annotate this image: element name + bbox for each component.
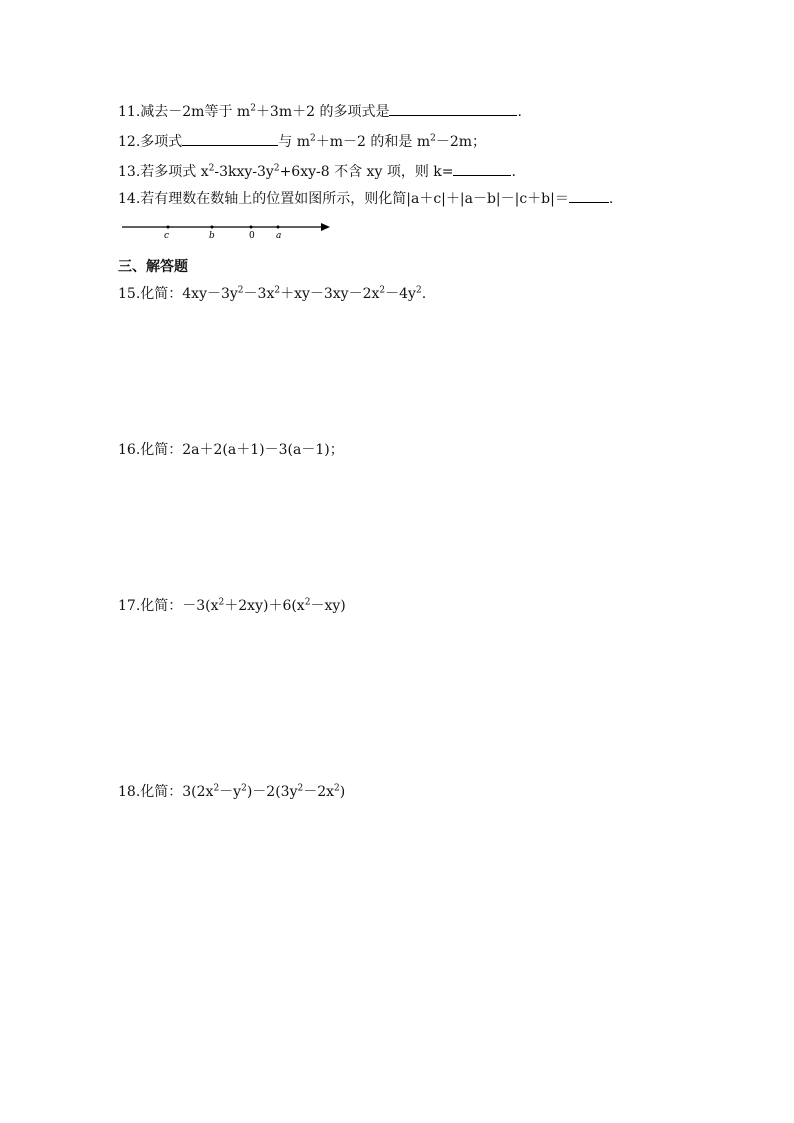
question-number: 16.: [118, 442, 141, 458]
period: .: [517, 104, 522, 120]
superscript: 2: [237, 285, 244, 296]
question-text: ＋m－2 的和是 m: [315, 134, 431, 150]
expression: －3x: [243, 286, 275, 302]
superscript: 2: [379, 285, 386, 296]
superscript: 2: [304, 597, 311, 608]
question-text: －2m；: [435, 134, 487, 150]
superscript: 2: [273, 163, 280, 174]
expression: －4y: [385, 286, 416, 302]
question-16: [118, 440, 344, 460]
superscript: 2: [241, 783, 247, 794]
period: .: [608, 191, 614, 207]
question-number: 13.: [118, 164, 141, 180]
question-17: [118, 596, 346, 616]
question-18: [118, 782, 345, 802]
section-title: 三、解答题: [118, 259, 188, 275]
question-13: [118, 161, 516, 182]
question-text: 若有理数在数轴上的位置如图所示，则化简|a＋c|＋|a－b|－|c＋b|＝: [140, 191, 569, 207]
answer-blank[interactable]: [182, 131, 278, 146]
question-label: 化简：: [140, 784, 183, 800]
question-number: 17.: [118, 598, 141, 614]
expression: －y: [219, 784, 242, 800]
label-a: a: [276, 231, 282, 241]
superscript: 2: [218, 597, 225, 608]
label-b: b: [209, 231, 215, 241]
superscript: 2: [274, 285, 281, 296]
question-text: +6xy-8 不含 xy 项，则 k=: [279, 164, 454, 180]
superscript: 2: [430, 133, 436, 144]
point-b: [211, 226, 214, 229]
question-text: -3kxy-3y: [214, 164, 274, 180]
question-11: [118, 101, 522, 122]
question-label: 化简：: [140, 598, 183, 614]
expression: ＋2xy)＋6(x: [224, 598, 305, 614]
question-number: 12.: [118, 134, 141, 150]
answer-blank[interactable]: [453, 161, 511, 176]
label-0: 0: [249, 231, 255, 241]
question-14: [118, 188, 613, 209]
question-number: 15.: [118, 286, 141, 302]
superscript: 2: [213, 783, 220, 794]
expression: 2a＋2(a＋1)－3(a－1)；: [182, 442, 344, 458]
answer-blank[interactable]: [569, 188, 609, 203]
superscript: 2: [334, 783, 340, 794]
superscript: 2: [310, 133, 316, 144]
question-number: 18.: [118, 784, 141, 800]
question-12: [118, 131, 486, 152]
question-label: 化简：: [140, 286, 183, 302]
expression: －xy): [310, 598, 346, 614]
question-text: ＋3m＋2 的多项式是: [255, 104, 390, 120]
number-line-figure: [118, 218, 334, 242]
superscript: 2: [208, 163, 215, 174]
question-text: 多项式: [140, 134, 183, 150]
number-line-arrow-icon: [321, 223, 330, 231]
expression: －3(x: [182, 598, 219, 614]
expression: 4xy－3y: [182, 286, 238, 302]
answer-blank[interactable]: [389, 101, 517, 116]
expression: )－2(3y: [246, 784, 298, 800]
expression: ): [339, 784, 346, 800]
superscript: 2: [250, 103, 256, 114]
question-15: [118, 284, 426, 304]
period: .: [421, 286, 427, 302]
label-c: c: [164, 231, 170, 241]
point-c: [167, 226, 170, 229]
question-text: 若多项式 x: [140, 164, 209, 180]
question-text: 与 m: [278, 134, 310, 150]
period: .: [511, 164, 516, 180]
expression: ＋xy－3xy－2x: [280, 286, 380, 302]
question-number: 11.: [118, 104, 141, 120]
question-text: 减去－2m等于 m: [140, 104, 251, 120]
expression: 3(2x: [182, 784, 214, 800]
superscript: 2: [415, 285, 422, 296]
question-label: 化简：: [140, 442, 183, 458]
point-a: [277, 226, 280, 229]
expression: －2x: [303, 784, 335, 800]
point-zero: [250, 226, 253, 229]
question-number: 14.: [118, 191, 141, 207]
superscript: 2: [297, 783, 304, 794]
